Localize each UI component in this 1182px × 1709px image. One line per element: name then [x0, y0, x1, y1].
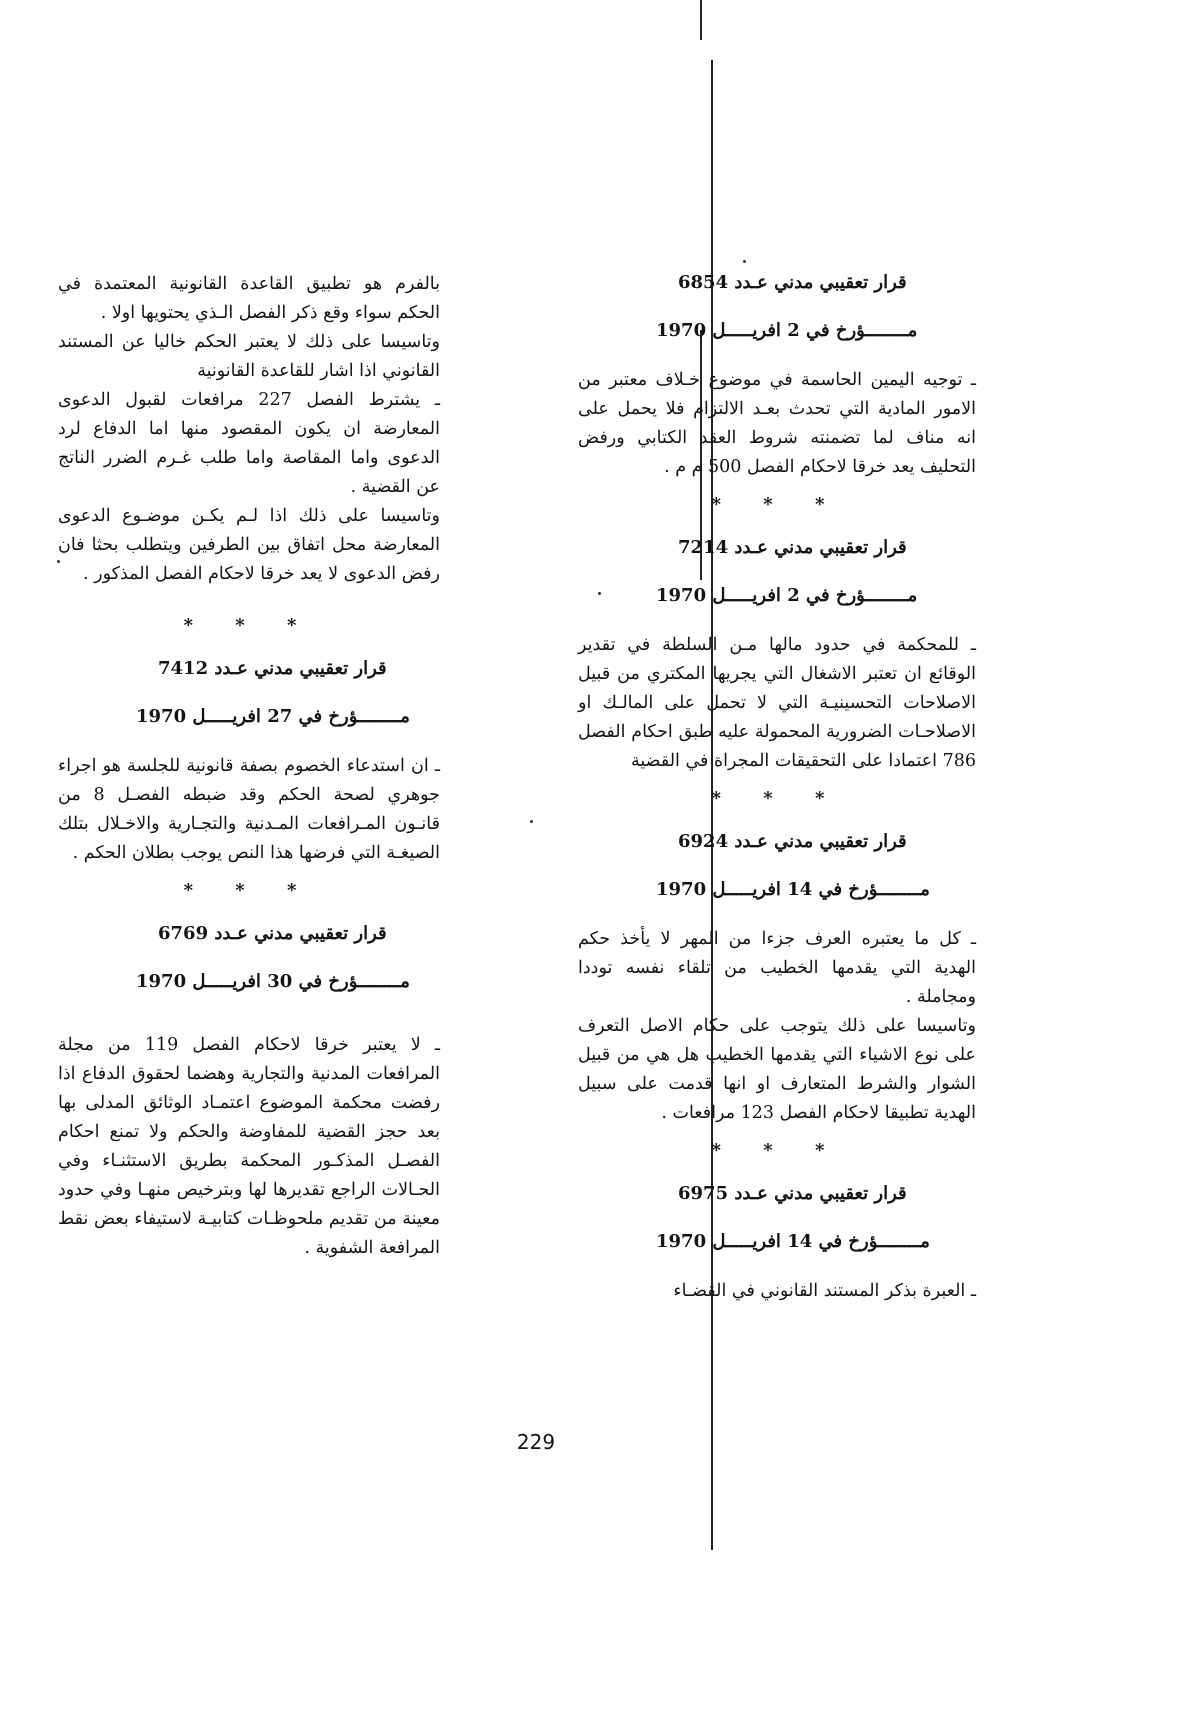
- decision-text: [58, 270, 440, 589]
- center-fold-line: [700, 0, 702, 40]
- decision-text: [58, 1031, 440, 1263]
- paragraph: ـ العبرة بذكر المستند القانوني في القضـاء: [673, 1281, 976, 1301]
- decision-text: [578, 925, 976, 1128]
- decision-date: مــــــــؤرخ في 2 افريـــــل 1970: [656, 585, 918, 606]
- decision-block: [578, 533, 976, 809]
- scan-speck: [530, 820, 533, 823]
- separator-stars: * * *: [183, 615, 315, 636]
- decision-text: [578, 366, 976, 482]
- decision-heading: قرار تعقيبي مدني عـدد 7412: [158, 658, 387, 679]
- decision-block: [578, 268, 976, 515]
- paragraph: ـ كل ما يعتبره العرف جزءا من المهر لا يأخذ حكم الهدية التي يقدمها الخطيب من تلقاء نفسه توددا ومجاملة .: [578, 929, 976, 1007]
- decision-date: مــــــــؤرخ في 27 افريـــــل 1970: [136, 706, 410, 727]
- right-column: [578, 268, 976, 1306]
- separator-stars: * * *: [711, 1140, 843, 1161]
- decision-heading: قرار تعقيبي مدني عـدد 6975: [678, 1183, 907, 1204]
- separator-stars: * * *: [711, 494, 843, 515]
- paragraph: وتاسيسا على ذلك اذا لـم يكـن موضـوع الدعوى المعارضة محل اتفاق بين الطرفين ويتطلب بحثا فان رفض الدعوى لا يعد خرقا لاحكام الفصل المذكور .: [58, 506, 440, 584]
- decision-date: مــــــــؤرخ في 14 افريـــــل 1970: [656, 1231, 930, 1252]
- decision-date: مــــــــؤرخ في 14 افريـــــل 1970: [656, 879, 930, 900]
- separator-stars: * * *: [711, 788, 843, 809]
- paragraph: ـ لا يعتبر خرقا لاحكام الفصل 119 من مجلة المرافعات المدنية والتجارية وهضما لحقوق الدفاع اذا رفضت محكمة الموضوع اعتمـاد الوثائق المدلى بها بعد حجز القضية للمفاوضة والحكم ولا تمنع احكام الفصـل المذكـور المحكمة بطريق الاستثنـاء وفي الحـالات الراجع تقديرها لها وبترخيص منهـا وفي حدود معينة من تقديم ملحوظـات كتابيـة لاستيفاء بعض نقط المرافعة الشفوية .: [58, 1035, 440, 1258]
- paragraph: ـ ان استدعاء الخصوم بصفة قانونية للجلسة هو اجراء جوهري لصحة الحكم وقد ضبطه الفصـل 8 من قانـون المـرافعات المـدنية والتجـارية والاخـلال بتلك الصيغـة التي فرضها هذا النص يوجب بطلان الحكم .: [58, 756, 440, 863]
- decision-heading: قرار تعقيبي مدني عـدد 6924: [678, 831, 907, 852]
- decision-block: [58, 654, 440, 901]
- paragraph: وتاسيسا على ذلك يتوجب على حكام الاصل التعرف على نوع الاشياء التي يقدمها الخطيب هل هي من قبيل الشوار والشرط المتعارف او انها قدمت على سبيل الهدية تطبيقا لاحكام الفصل 123 مرافعات .: [578, 1016, 976, 1123]
- decision-block: [578, 1179, 976, 1306]
- paragraph: وتاسيسا على ذلك لا يعتبر الحكم خاليا عن المستند القانوني اذا اشار للقاعدة القانونية: [58, 332, 440, 381]
- decision-heading: قرار تعقيبي مدني عـدد 6769: [158, 923, 387, 944]
- paragraph: ـ للمحكمة في حدود مالها مـن السلطة في تقدير الوقائع ان تعتبر الاشغال التي يجريها المكتري من قبيل الاصلاحات التحسينيـة التي لا تحمل على المالـك او الاصلاحـات الضرورية المحمولة عليه طبق احكام الفصل 786 اعتمادا على التحقيقات المجراة في القضية: [578, 635, 976, 771]
- decision-date: مــــــــؤرخ في 30 افريـــــل 1970: [136, 971, 410, 992]
- decision-block: [578, 827, 976, 1161]
- paragraph: ـ يشترط الفصل 227 مرافعات لقبول الدعوى المعارضة ان يكون المقصود منها اما الدفاع لرد الدعوى واما المقاصة واما طلب غـرم الضرر الناتج عن القضية .: [58, 390, 440, 497]
- separator-stars: * * *: [183, 880, 315, 901]
- left-column: [58, 270, 440, 1263]
- decision-block: [58, 919, 440, 1263]
- paragraph: ـ توجيه اليمين الحاسمة في موضوع خـلاف معتبر من الامور المادية التي تحدث بعـد الالتزام فلا يحمل على انه مناف لما تضمنته شروط العقد الكتابي ورفض التحليف يعد خرقا لاحكام الفصل 500 م م .: [578, 370, 976, 477]
- decision-block-continued: [58, 270, 440, 636]
- scan-speck: [743, 260, 746, 263]
- decision-text: [578, 631, 976, 776]
- decision-heading: قرار تعقيبي مدني عـدد 6854: [678, 272, 907, 293]
- decision-heading: قرار تعقيبي مدني عـدد 7214: [678, 537, 907, 558]
- decision-text: [578, 1277, 976, 1306]
- paragraph: بالفرم هو تطبيق القاعدة القانونية المعتمدة في الحكم سواء وقع ذكر الفصل الـذي يحتويها اولا .: [58, 274, 440, 323]
- decision-text: [58, 752, 440, 868]
- page-number: 229: [516, 1430, 556, 1454]
- decision-date: مــــــــؤرخ في 2 افريـــــل 1970: [656, 320, 918, 341]
